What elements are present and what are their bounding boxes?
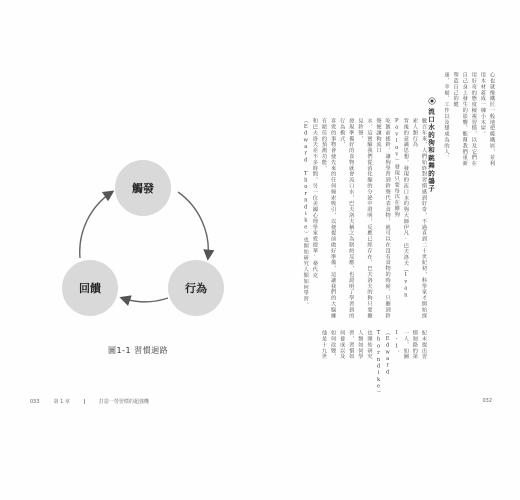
- body-line: 發現準備好的食物就會流口水，巴夫洛夫稱之為制約反應，也證明了學習到的行為模式，: [339, 118, 355, 319]
- intro-line: 用好奇的態度檢視習慣，以及它們在自己身上發生的影響，能幫我們重新塑造自己的健: [452, 72, 477, 167]
- chapter-title: 打造一勞習慣的超強機: [98, 399, 149, 405]
- action-node: 行為: [168, 260, 224, 316]
- body-line: 吃飯前搖鈴，讓狗學習到鈴聲代表食物，就可以在沒有食物的時候，只聽到鈴聲便讓狗流口: [375, 118, 391, 319]
- intro-paragraph: [441, 72, 496, 172]
- arrow-reward-to-trigger: [80, 192, 112, 258]
- left-page-number: 033: [30, 398, 40, 405]
- intro-line: 心也就像鐵匠一般地把暖鐵屑，並利用木材蓋成一棟小木屋。: [479, 72, 495, 167]
- bullet-icon: [429, 98, 435, 104]
- section-heading-text: 流口水的狗和跳舞的鴿子: [427, 108, 435, 193]
- trigger-node: 觸發: [115, 160, 171, 216]
- intro-line: 康、幸福、工作以及想成為的人。: [443, 72, 450, 161]
- body-line: 背後的意識思想。發現的流口水的狗大師伊凡·巴夫洛夫（Ivan Pavlov）發現只要每次在餵狗: [393, 118, 409, 299]
- arrow-trigger-to-action: [178, 192, 208, 258]
- right-page: [260, 0, 520, 500]
- section-heading: [427, 98, 436, 193]
- arrow-action-to-reward: [122, 298, 168, 302]
- reward-node: 回饋: [62, 260, 118, 316]
- closing-line: 紀末提出習慣迴路的第一人，如圖1-1。: [393, 330, 427, 360]
- closing-paragraph: [319, 330, 428, 397]
- body-paragraph: [301, 118, 428, 323]
- right-page-number: 032: [482, 398, 492, 404]
- figure-caption: 圖1-1 習慣迴路: [108, 346, 169, 355]
- closing-line: （Edward Thorndike）也開始研究人類如何學習，習慣如何養成以及如何改變，他是十九世: [320, 330, 391, 397]
- body-line: 和巴夫洛夫差不多時間，另一位美國心理學家愛德華·桑代克（Edward Thorndike）也開始研究人類如何學習。: [302, 118, 318, 308]
- body-line: 水。這實驗我們從消化腺的分泌中證明，反應已經存在，巴夫洛夫的狗只要聽見鈴聲，: [357, 118, 373, 319]
- body-line: 喜愛的事物會使先來的任何線索吸引，以便提前做好準備，這讓我們的大腦擁有絕佳的預測功能。: [320, 118, 337, 319]
- body-line: 數百年來，人們始終對習慣感到好奇，不過直到二十世紀初，科學家才開始探索人類行為: [411, 118, 427, 319]
- footer-divider: [84, 399, 85, 404]
- left-footer: [30, 398, 149, 405]
- chapter-label: 第 1 章: [53, 399, 70, 405]
- habit-loop-figure: [40, 150, 250, 355]
